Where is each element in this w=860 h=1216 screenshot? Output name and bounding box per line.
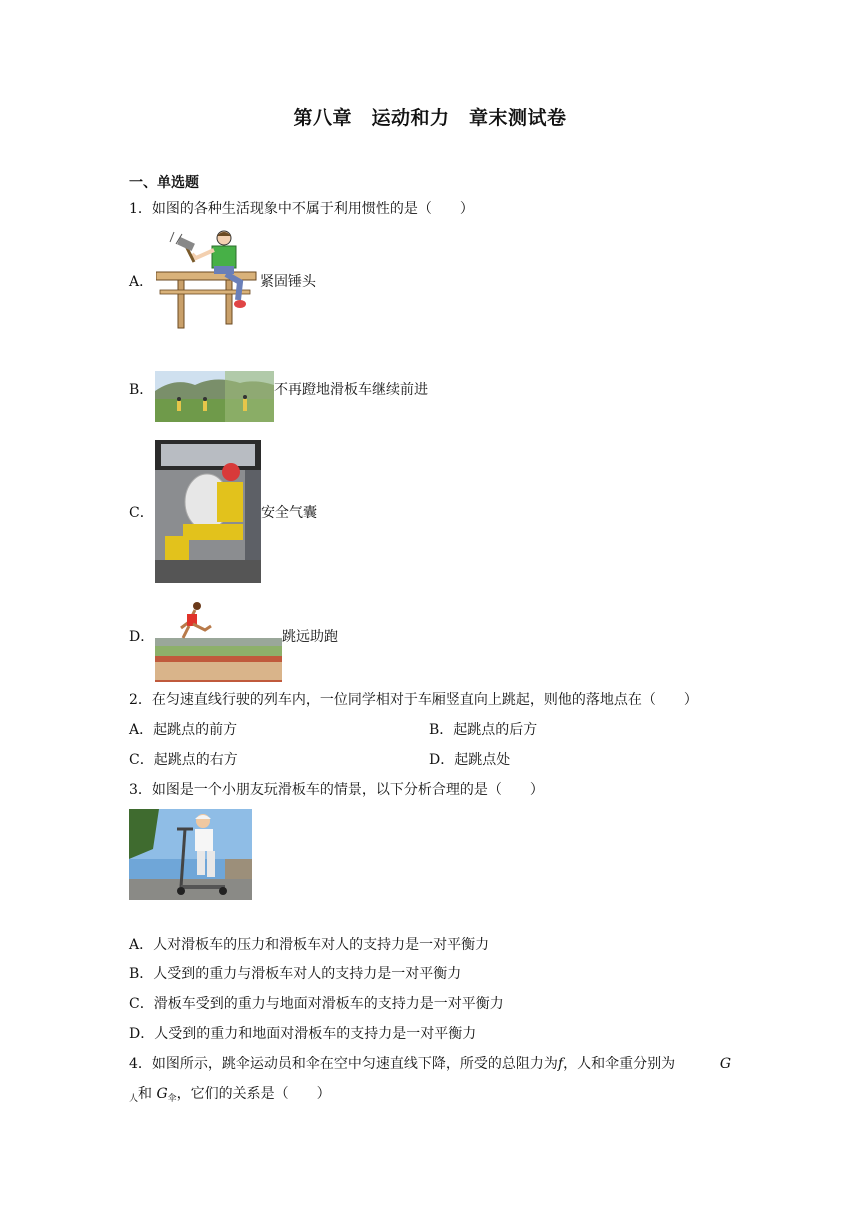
- q3-option-b: B．人受到的重力与滑板车对人的支持力是一对平衡力: [129, 966, 462, 982]
- q1-option-d-text: 跳远助跑: [282, 629, 338, 645]
- q3-option-a: A．人对滑板车的压力和滑板车对人的支持力是一对平衡力: [129, 937, 490, 953]
- q3-option-c: C．滑板车受到的重力与地面对滑板车的支持力是一对平衡力: [129, 996, 504, 1012]
- q3-option-d: D．人受到的重力和地面对滑板车的支持力是一对平衡力: [129, 1026, 477, 1042]
- q2-option-d: D．起跳点处: [429, 752, 511, 768]
- q1-option-c-text: 安全气囊: [261, 505, 317, 521]
- hammer-figure: [156, 228, 260, 332]
- q1-option-b-text: 不再蹬地滑板车继续前进: [274, 382, 428, 398]
- q1-option-a-text: 紧固锤头: [260, 274, 316, 290]
- q4-subscript-person: 人: [129, 1094, 139, 1104]
- q4-symbol-g2: G: [156, 1086, 168, 1102]
- q4-stem-line2: [129, 1084, 331, 1109]
- scooter-runners-figure: [155, 371, 274, 422]
- page-title: 第八章 运动和力 章末测试卷: [293, 107, 567, 129]
- q1-option-c-label: C．: [129, 505, 154, 521]
- q3-stem: 3．如图是一个小朋友玩滑板车的情景，以下分析合理的是（ ）: [129, 782, 544, 798]
- q2-option-c: C．起跳点的右方: [129, 752, 238, 768]
- q4-stem-line1: [129, 1054, 731, 1074]
- long-jump-figure: [155, 600, 282, 682]
- q1-option-a-label: A．: [129, 274, 154, 290]
- airbag-figure: [155, 440, 261, 583]
- q4-subscript-umbrella: 伞: [167, 1094, 177, 1104]
- q4-symbol-f: f: [557, 1056, 564, 1072]
- q1-option-b-label: B．: [129, 382, 154, 398]
- q4-stem-part1: 4．如图所示，跳伞运动员和伞在空中匀速直线下降，所受的总阻力为: [129, 1056, 558, 1072]
- q2-option-b: B．起跳点的后方: [429, 722, 538, 738]
- q4-and: 和: [138, 1086, 153, 1102]
- q2-stem: 2．在匀速直线行驶的列车内，一位同学相对于车厢竖直向上跳起，则他的落地点在（ ）: [129, 692, 698, 708]
- q2-option-a: A．起跳点的前方: [129, 722, 238, 738]
- child-scooter-figure: [129, 809, 252, 900]
- q4-stem-part2: ，人和伞重分别为: [563, 1056, 676, 1072]
- q4-symbol-g1: G: [719, 1056, 731, 1072]
- section-heading: 一、单选题: [129, 175, 199, 191]
- q4-stem-part3: ，它们的关系是（ ）: [176, 1086, 331, 1102]
- q1-stem: 1．如图的各种生活现象中不属于利用惯性的是（ ）: [129, 201, 474, 217]
- q1-option-d-label: D．: [129, 629, 155, 645]
